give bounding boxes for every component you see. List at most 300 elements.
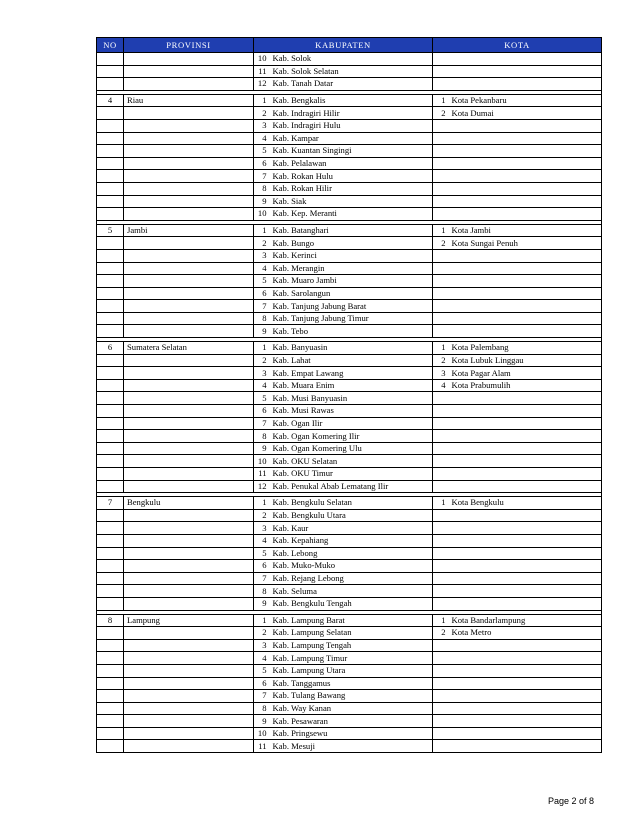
kabupaten-number: 3 [254,639,270,652]
kota-number [433,417,449,430]
table-row [97,664,602,677]
kabupaten-number: 5 [254,275,270,288]
kabupaten-number: 10 [254,727,270,740]
provinsi-cell [124,652,254,665]
kabupaten-name: Kab. Kampar [270,132,433,145]
kota-number [433,195,449,208]
no-cell [97,354,124,367]
table-row [97,455,602,468]
table-row [97,354,602,367]
kota-number [433,132,449,145]
kota-name [449,652,602,665]
kabupaten-name: Kab. Lampung Utara [270,664,433,677]
no-cell [97,300,124,313]
table-row [97,342,602,355]
provinsi-cell [124,455,254,468]
kabupaten-number: 1 [254,614,270,627]
kota-name [449,547,602,560]
provinsi-cell [124,208,254,221]
kota-number: 2 [433,107,449,120]
provinsi-cell [124,597,254,610]
no-cell [97,119,124,132]
no-cell [97,78,124,91]
no-cell [97,249,124,262]
no-cell [97,442,124,455]
table-row [97,560,602,573]
kabupaten-name: Kab. Tanggamus [270,677,433,690]
table-row [97,639,602,652]
kabupaten-number: 2 [254,354,270,367]
kota-name [449,65,602,78]
table-row [97,157,602,170]
provinsi-cell [124,182,254,195]
kota-number [433,455,449,468]
kabupaten-number: 4 [254,132,270,145]
kabupaten-number: 9 [254,195,270,208]
kabupaten-name: Kab. Kaur [270,522,433,535]
no-cell [97,237,124,250]
kabupaten-name: Kab. OKU Timur [270,468,433,481]
no-cell [97,262,124,275]
kabupaten-name: Kab. Lahat [270,354,433,367]
no-cell [97,585,124,598]
provinsi-cell [124,53,254,66]
kota-name: Kota Bandarlampung [449,614,602,627]
provinsi-cell: Riau [124,94,254,107]
kabupaten-name: Kab. Seluma [270,585,433,598]
kota-name [449,585,602,598]
kabupaten-name: Kab. Muko-Muko [270,560,433,573]
provinsi-cell [124,677,254,690]
kabupaten-number: 1 [254,497,270,510]
provinsi-cell: Jambi [124,224,254,237]
kota-number [433,170,449,183]
kabupaten-number: 3 [254,522,270,535]
kota-name: Kota Prabumulih [449,379,602,392]
provinsi-cell [124,639,254,652]
kabupaten-name: Kab. Ogan Komering Ilir [270,430,433,443]
kota-number [433,145,449,158]
provinsi-cell [124,379,254,392]
table-row [97,480,602,493]
kota-number [433,325,449,338]
kota-number [433,275,449,288]
table-row [97,182,602,195]
kabupaten-number: 12 [254,480,270,493]
kota-name [449,249,602,262]
kota-name [449,182,602,195]
no-cell [97,702,124,715]
no-cell [97,639,124,652]
kabupaten-name: Kab. Lebong [270,547,433,560]
kabupaten-name: Kab. Bengkulu Tengah [270,597,433,610]
table-row [97,497,602,510]
table-row [97,740,602,753]
kabupaten-name: Kab. Mesuji [270,740,433,753]
kabupaten-name: Kab. Siak [270,195,433,208]
kabupaten-number: 7 [254,572,270,585]
kabupaten-number: 8 [254,430,270,443]
kota-number [433,312,449,325]
kabupaten-number: 5 [254,145,270,158]
kota-number [433,652,449,665]
no-cell [97,430,124,443]
kabupaten-number: 6 [254,677,270,690]
page-number: Page 2 of 8 [548,796,595,806]
provinsi-cell [124,195,254,208]
no-cell [97,627,124,640]
kabupaten-name: Kab. Batanghari [270,224,433,237]
kabupaten-name: Kab. Muara Enim [270,379,433,392]
table-row [97,572,602,585]
no-cell [97,597,124,610]
kabupaten-name: Kab. Bengkulu Utara [270,509,433,522]
kota-name [449,715,602,728]
kabupaten-name: Kab. Empat Lawang [270,367,433,380]
kota-name [449,455,602,468]
kota-name [449,157,602,170]
table-row [97,585,602,598]
kota-name [449,325,602,338]
kota-number: 1 [433,224,449,237]
table-row [97,534,602,547]
kota-number [433,727,449,740]
kabupaten-number: 6 [254,287,270,300]
provinsi-cell [124,78,254,91]
kabupaten-name: Kab. Lampung Selatan [270,627,433,640]
provinsi-cell [124,367,254,380]
kota-number [433,715,449,728]
table-row [97,119,602,132]
table-row [97,132,602,145]
kota-number [433,664,449,677]
no-cell [97,157,124,170]
kota-name [449,560,602,573]
kabupaten-name: Kab. Kepahiang [270,534,433,547]
no-cell [97,107,124,120]
kota-number: 1 [433,497,449,510]
kabupaten-number: 1 [254,94,270,107]
kota-number [433,430,449,443]
kabupaten-number: 10 [254,455,270,468]
provinsi-cell [124,585,254,598]
kabupaten-number: 2 [254,627,270,640]
kota-name [449,702,602,715]
kabupaten-name: Kab. Tanjung Jabung Timur [270,312,433,325]
kota-number [433,119,449,132]
kota-name [449,468,602,481]
kabupaten-name: Kab. Solok [270,53,433,66]
no-cell [97,690,124,703]
provinsi-cell [124,392,254,405]
kota-number [433,547,449,560]
no-cell [97,132,124,145]
kota-name [449,132,602,145]
region-table-container [96,37,601,753]
kota-number: 4 [433,379,449,392]
kota-number [433,249,449,262]
provinsi-cell [124,740,254,753]
table-row [97,145,602,158]
kabupaten-number: 10 [254,53,270,66]
no-cell [97,405,124,418]
kota-number [433,78,449,91]
table-row [97,442,602,455]
kabupaten-number: 7 [254,417,270,430]
kabupaten-number: 7 [254,690,270,703]
no-cell [97,145,124,158]
kabupaten-name: Kab. Indragiri Hulu [270,119,433,132]
kabupaten-name: Kab. Tulang Bawang [270,690,433,703]
kabupaten-name: Kab. OKU Selatan [270,455,433,468]
no-cell [97,65,124,78]
kabupaten-name: Kab. Muaro Jambi [270,275,433,288]
kota-number: 1 [433,94,449,107]
kabupaten-name: Kab. Ogan Ilir [270,417,433,430]
provinsi-cell: Sumatera Selatan [124,342,254,355]
table-row [97,430,602,443]
kabupaten-number: 8 [254,182,270,195]
table-header-row [97,38,602,53]
no-cell [97,275,124,288]
provinsi-cell [124,534,254,547]
kota-name [449,392,602,405]
kabupaten-number: 2 [254,237,270,250]
kota-number: 1 [433,342,449,355]
kota-number [433,53,449,66]
provinsi-cell [124,405,254,418]
kota-number: 3 [433,367,449,380]
kabupaten-number: 3 [254,367,270,380]
provinsi-cell [124,547,254,560]
kota-number [433,690,449,703]
kabupaten-number: 3 [254,249,270,262]
provinsi-cell [124,627,254,640]
header-kota: KOTA [433,38,602,53]
provinsi-cell [124,65,254,78]
kabupaten-number: 6 [254,560,270,573]
kota-name [449,195,602,208]
kabupaten-name: Kab. Kuantan Singingi [270,145,433,158]
table-row [97,249,602,262]
table-row [97,509,602,522]
no-cell [97,509,124,522]
provinsi-cell: Bengkulu [124,497,254,510]
kota-name: Kota Metro [449,627,602,640]
kota-name [449,170,602,183]
kota-name: Kota Sungai Penuh [449,237,602,250]
no-cell [97,170,124,183]
no-cell [97,182,124,195]
table-row [97,627,602,640]
table-row [97,405,602,418]
kabupaten-name: Kab. Rokan Hulu [270,170,433,183]
kota-name [449,208,602,221]
table-row [97,312,602,325]
provinsi-cell [124,157,254,170]
no-cell [97,727,124,740]
table-row [97,208,602,221]
no-cell: 4 [97,94,124,107]
kota-number [433,585,449,598]
kota-name [449,275,602,288]
table-row [97,677,602,690]
kota-number [433,468,449,481]
kota-name [449,287,602,300]
table-row [97,195,602,208]
kota-name [449,300,602,313]
kota-name [449,312,602,325]
no-cell [97,677,124,690]
kota-name: Kota Jambi [449,224,602,237]
table-row [97,652,602,665]
kota-number: 1 [433,614,449,627]
table-row [97,300,602,313]
kota-number [433,405,449,418]
table-body [97,53,602,753]
provinsi-cell [124,249,254,262]
provinsi-cell [124,468,254,481]
kota-name [449,522,602,535]
kota-name [449,417,602,430]
kabupaten-number: 11 [254,468,270,481]
kabupaten-name: Kab. Musi Rawas [270,405,433,418]
table-row [97,224,602,237]
kota-name [449,509,602,522]
kota-name [449,53,602,66]
no-cell [97,53,124,66]
kota-name [449,405,602,418]
no-cell [97,208,124,221]
kota-name: Kota Bengkulu [449,497,602,510]
table-row [97,325,602,338]
kabupaten-number: 2 [254,107,270,120]
provinsi-cell [124,287,254,300]
table-row [97,78,602,91]
kota-name: Kota Dumai [449,107,602,120]
kabupaten-number: 11 [254,740,270,753]
kabupaten-name: Kab. Lampung Tengah [270,639,433,652]
no-cell [97,715,124,728]
table-row [97,53,602,66]
kabupaten-name: Kab. Banyuasin [270,342,433,355]
kabupaten-name: Kab. Kep. Meranti [270,208,433,221]
provinsi-cell [124,702,254,715]
kota-name [449,78,602,91]
kota-number [433,639,449,652]
kota-name: Kota Pekanbaru [449,94,602,107]
kota-number [433,560,449,573]
provinsi-cell [124,119,254,132]
kota-name [449,534,602,547]
kabupaten-number: 1 [254,342,270,355]
provinsi-cell [124,300,254,313]
table-row [97,237,602,250]
no-cell [97,379,124,392]
no-cell [97,312,124,325]
kabupaten-number: 5 [254,664,270,677]
kabupaten-number: 9 [254,442,270,455]
kota-name [449,119,602,132]
kota-number [433,522,449,535]
kabupaten-number: 1 [254,224,270,237]
kota-number: 2 [433,237,449,250]
kabupaten-name: Kab. Bengkalis [270,94,433,107]
table-row [97,417,602,430]
kota-name [449,727,602,740]
kota-number [433,702,449,715]
no-cell [97,572,124,585]
kabupaten-number: 5 [254,392,270,405]
kota-name [449,480,602,493]
provinsi-cell: Lampung [124,614,254,627]
kota-number [433,300,449,313]
table-row [97,522,602,535]
kota-number [433,572,449,585]
kabupaten-name: Kab. Kerinci [270,249,433,262]
kota-number [433,677,449,690]
provinsi-cell [124,262,254,275]
no-cell [97,392,124,405]
kabupaten-number: 9 [254,715,270,728]
provinsi-cell [124,275,254,288]
header-no: NO [97,38,124,53]
kota-name [449,430,602,443]
provinsi-cell [124,690,254,703]
table-row [97,367,602,380]
no-cell [97,195,124,208]
kabupaten-name: Kab. Tanah Datar [270,78,433,91]
no-cell [97,480,124,493]
kota-name: Kota Palembang [449,342,602,355]
kabupaten-number: 8 [254,702,270,715]
kabupaten-name: Kab. Rejang Lebong [270,572,433,585]
kabupaten-number: 4 [254,379,270,392]
kota-name [449,145,602,158]
provinsi-cell [124,354,254,367]
provinsi-cell [124,442,254,455]
no-cell: 6 [97,342,124,355]
provinsi-cell [124,522,254,535]
provinsi-cell [124,417,254,430]
kabupaten-name: Kab. Indragiri Hilir [270,107,433,120]
kabupaten-name: Kab. Pesawaran [270,715,433,728]
provinsi-cell [124,664,254,677]
kota-name [449,572,602,585]
kabupaten-name: Kab. Pringsewu [270,727,433,740]
kabupaten-name: Kab. Lampung Timur [270,652,433,665]
kabupaten-name: Kab. Lampung Barat [270,614,433,627]
no-cell: 8 [97,614,124,627]
kota-number: 2 [433,354,449,367]
provinsi-cell [124,430,254,443]
table-row [97,597,602,610]
kota-name [449,664,602,677]
table-row [97,468,602,481]
kabupaten-number: 9 [254,325,270,338]
no-cell: 7 [97,497,124,510]
kabupaten-name: Kab. Penukal Abab Lematang Ilir [270,480,433,493]
no-cell: 5 [97,224,124,237]
provinsi-cell [124,132,254,145]
kabupaten-name: Kab. Ogan Komering Ulu [270,442,433,455]
kota-name [449,639,602,652]
table-row [97,94,602,107]
kabupaten-number: 8 [254,312,270,325]
kabupaten-name: Kab. Sarolangun [270,287,433,300]
table-row [97,614,602,627]
kota-name [449,677,602,690]
